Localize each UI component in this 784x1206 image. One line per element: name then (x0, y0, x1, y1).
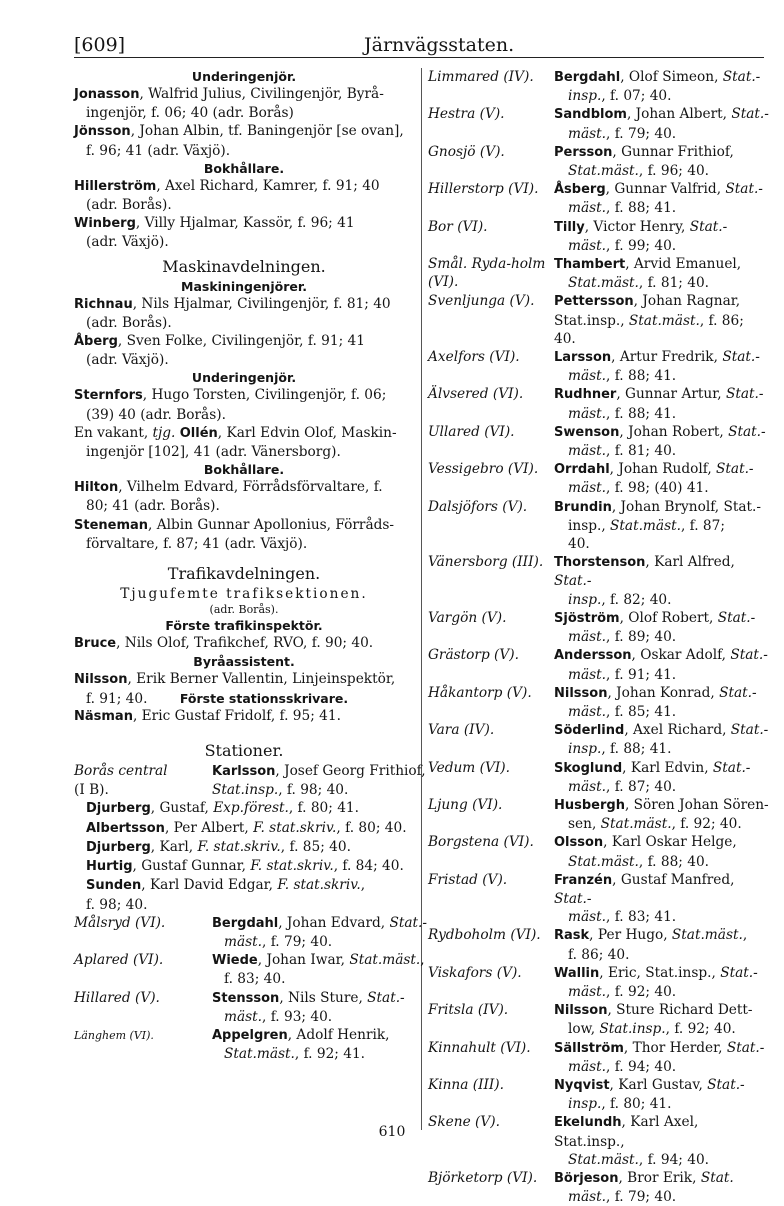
page-footer-number: 610 (378, 1124, 406, 1140)
entry-line: Richnau, Nils Hjalmar, Civilingenjör, f. 81; 40 (74, 295, 391, 312)
entry-line: Nilsson, Erik Berner Vallentin, Linjeinspektör, (74, 671, 396, 688)
entry-line: f. 91; 40. (86, 690, 148, 707)
left-column (74, 68, 427, 1063)
station-entry: Kinnahult (VI). Sällström, Thor Herder, Stat.- mäst., f. 94; 40. (428, 1039, 765, 1075)
entry-line: f. 98; 40. (86, 896, 148, 913)
section-heading: Bokhållare. (203, 462, 285, 478)
station-entry: Viskafors (V). Wallin, Eric, Stat.insp., Stat.- mäst., f. 92; 40. (428, 964, 758, 1000)
section-heading: Förste stationsskrivare. (179, 690, 349, 706)
station-entry: Håkantorp (V). Nilsson, Johan Konrad, Stat.- mäst., f. 85; 41. (428, 684, 757, 720)
section-heading: Underingenjör. (191, 370, 297, 386)
section-subtitle: Tjugufemte trafiksektionen. (120, 586, 368, 603)
entry-line: Hilton, Vilhelm Edvard, Förrådsförvaltare, f. (74, 479, 383, 496)
entry-line: Sternfors, Hugo Torsten, Civilingenjör, f. 06; (74, 387, 387, 404)
entry-line: 80; 41 (adr. Borås). (86, 498, 220, 515)
station-line: Hillared (V). Stensson, Nils Sture, Stat.- (74, 989, 405, 1006)
entry-line: (adr. Växjö). (86, 352, 169, 369)
station-entry: Gnosjö (V). Persson, Gunnar Frithiof, Stat.mäst., f. 96; 40. (428, 143, 734, 180)
entry-line: (39) 40 (adr. Borås). (86, 406, 226, 423)
entry-line: förvaltare, f. 87; 41 (adr. Växjö). (86, 535, 308, 552)
station-line: Borås central Karlsson, Josef Georg Frithiof, (74, 763, 426, 780)
station-entry: Vargön (V). Sjöström, Olof Robert, Stat.- mäst., f. 89; 40. (428, 609, 756, 646)
section-heading: Underingenjör. (191, 69, 297, 84)
section-heading: Maskiningenjörer. (181, 278, 307, 294)
station-line: Länghem (VI). Appelgren, Adolf Henrik, (74, 1026, 390, 1043)
entry-line: Steneman, Albin Gunnar Apollonius, Förråds- (74, 516, 395, 533)
department-heading: Stationer. (204, 741, 284, 761)
station-entry: Skene (V). Ekelundh, Karl Axel, Stat.insp., Stat.mäst., f. 94; 40. (428, 1114, 710, 1168)
entry-line: Stat.mäst., f. 92; 41. (224, 1046, 366, 1063)
entry-line: f. 83; 40. (224, 971, 286, 988)
section-heading: Bokhållare. (203, 160, 285, 176)
station-entry: Limmared (IV). Bergdahl, Olof Simeon, Stat.- insp., f. 07; 40. (428, 69, 761, 105)
section-heading: Byråassistent. (193, 654, 295, 670)
entry-line: Hurtig, Gustaf Gunnar, F. stat.skriv., f. 84; 40. (86, 858, 404, 875)
station-entry: Björketorp (VI). Börjeson, Bror Erik, Stat. mäst., f. 79; 40. (428, 1169, 734, 1206)
header-page-number: [609] (74, 34, 126, 56)
entry-line: (adr. Borås). (86, 314, 172, 331)
entry-line: Jonasson, Walfrid Julius, Civilingenjör, Byrå- (74, 86, 384, 102)
entry-line: mäst., f. 93; 40. (224, 1008, 333, 1025)
entry-line: Bruce, Nils Olof, Trafikchef, RVO, f. 90; 40. (74, 635, 374, 652)
entry-line: Albertsson, Per Albert, F. stat.skriv., f. 80; 40. (86, 819, 407, 836)
section-address: (adr. Borås). (209, 603, 279, 617)
station-entry: Vedum (VI). Skoglund, Karl Edvin, Stat.- mäst., f. 87; 40. (428, 759, 751, 795)
entry-line: Sunden, Karl David Edgar, F. stat.skriv., (86, 877, 366, 894)
station-entry: Dalsjöfors (V). Brundin, Johan Brynolf, Stat.- insp., Stat.mäst., f. 87; 40. (428, 498, 761, 553)
entry-line: (adr. Växjö). (86, 234, 169, 251)
header-title: Järnvägsstaten. (364, 34, 515, 56)
station-entry: Vara (IV). Söderlind, Axel Richard, Stat.- insp., f. 88; 41. (428, 722, 769, 758)
station-entry: Rydboholm (VI). Rask, Per Hugo, Stat.mäst., f. 86; 40. (428, 927, 748, 963)
entry-line: Djurberg, Karl, F. stat.skriv., f. 85; 40. (86, 838, 351, 855)
station-entry: Grästorp (V). Andersson, Oskar Adolf, Stat.- mäst., f. 91; 41. (428, 647, 768, 683)
station-entry: Vessigebro (VI). Orrdahl, Johan Rudolf, Stat.- mäst., f. 98; (40) 41. (428, 461, 754, 497)
station-entry: Axelfors (VI). Larsson, Artur Fredrik, Stat.- mäst., f. 88; 41. (428, 349, 760, 385)
entry-line: En vakant, tjg. Ollén, Karl Edvin Olof, Maskin- (74, 424, 397, 441)
column-divider (421, 68, 422, 1130)
header-rule (74, 57, 764, 58)
station-entry: Vänersborg (III). Thorstenson, Karl Alfred, Stat.- insp., f. 82; 40. (428, 554, 735, 608)
section-heading: Förste trafikinspektör. (165, 618, 323, 634)
entry-line: ingenjör, f. 06; 40 (adr. Borås) (86, 105, 294, 122)
station-line: (I B). Stat.insp., f. 98; 40. (74, 782, 349, 799)
station-entry: Fritsla (IV). Nilsson, Sture Richard Dett- low, Stat.insp., f. 92; 40. (428, 1002, 753, 1038)
entry-line: Åberg, Sven Folke, Civilingenjör, f. 91; 41 (74, 333, 365, 350)
station-entry: Hestra (V). Sandblom, Johan Albert, Stat.- mäst., f. 79; 40. (428, 106, 769, 142)
entry-line: Djurberg, Gustaf, Exp.förest., f. 80; 41. (86, 800, 359, 817)
station-entry: Borgstena (VI). Olsson, Karl Oskar Helge, Stat.mäst., f. 88; 40. (428, 834, 737, 870)
entry-line: Winberg, Villy Hjalmar, Kassör, f. 96; 41 (74, 215, 355, 232)
entry-line: (adr. Borås). (86, 197, 172, 214)
station-entry: Kinna (III). Nyqvist, Karl Gustav, Stat.- insp., f. 80; 41. (428, 1076, 745, 1113)
station-entry: Älvsered (VI). Rudhner, Gunnar Artur, Stat.- mäst., f. 88; 41. (428, 386, 764, 422)
station-entry: Hillerstorp (VI). Åsberg, Gunnar Valfrid, Stat.- mäst., f. 88; 41. (428, 181, 763, 217)
department-heading: Maskinavdelningen. (162, 256, 326, 276)
station-entry: Smål. Ryda-holm (VI). Thambert, Arvid Emanuel, Stat.mäst., f. 81; 40. (428, 256, 742, 292)
entry-line: Jönsson, Johan Albin, tf. Baningenjör [se ovan], (74, 123, 404, 140)
entry-line: Hillerström, Axel Richard, Kamrer, f. 91; 40 (74, 177, 380, 194)
station-entry: Fristad (V). Franzén, Gustaf Manfred, Stat.- mäst., f. 83; 41. (428, 871, 735, 926)
station-entry: Bor (VI). Tilly, Victor Henry, Stat.- mäst., f. 99; 40. (428, 218, 728, 254)
station-line: Målsryd (VI). Bergdahl, Johan Edvard, Stat.- (74, 914, 427, 931)
entry-line: mäst., f. 79; 40. (224, 933, 333, 950)
department-heading: Trafikavdelningen. (167, 564, 321, 584)
station-entry: Ullared (VI). Swenson, Johan Robert, Stat.- mäst., f. 81; 40. (428, 423, 766, 460)
station-entry: Svenljunga (V). Pettersson, Johan Ragnar, Stat.insp., Stat.mäst., f. 86; 40. (428, 293, 744, 347)
station-line: Aplared (VI). Wiede, Johan Iwar, Stat.mäst., (74, 952, 425, 969)
station-entry: Ljung (VI). Husbergh, Sören Johan Sören- sen, Stat.mäst., f. 92; 40. (428, 796, 769, 833)
entry-line: Näsman, Eric Gustaf Fridolf, f. 95; 41. (74, 707, 341, 724)
entry-line: ingenjör [102], 41 (adr. Vänersborg). (86, 444, 341, 461)
right-column (428, 68, 772, 1206)
entry-line: f. 96; 41 (adr. Växjö). (86, 142, 231, 159)
